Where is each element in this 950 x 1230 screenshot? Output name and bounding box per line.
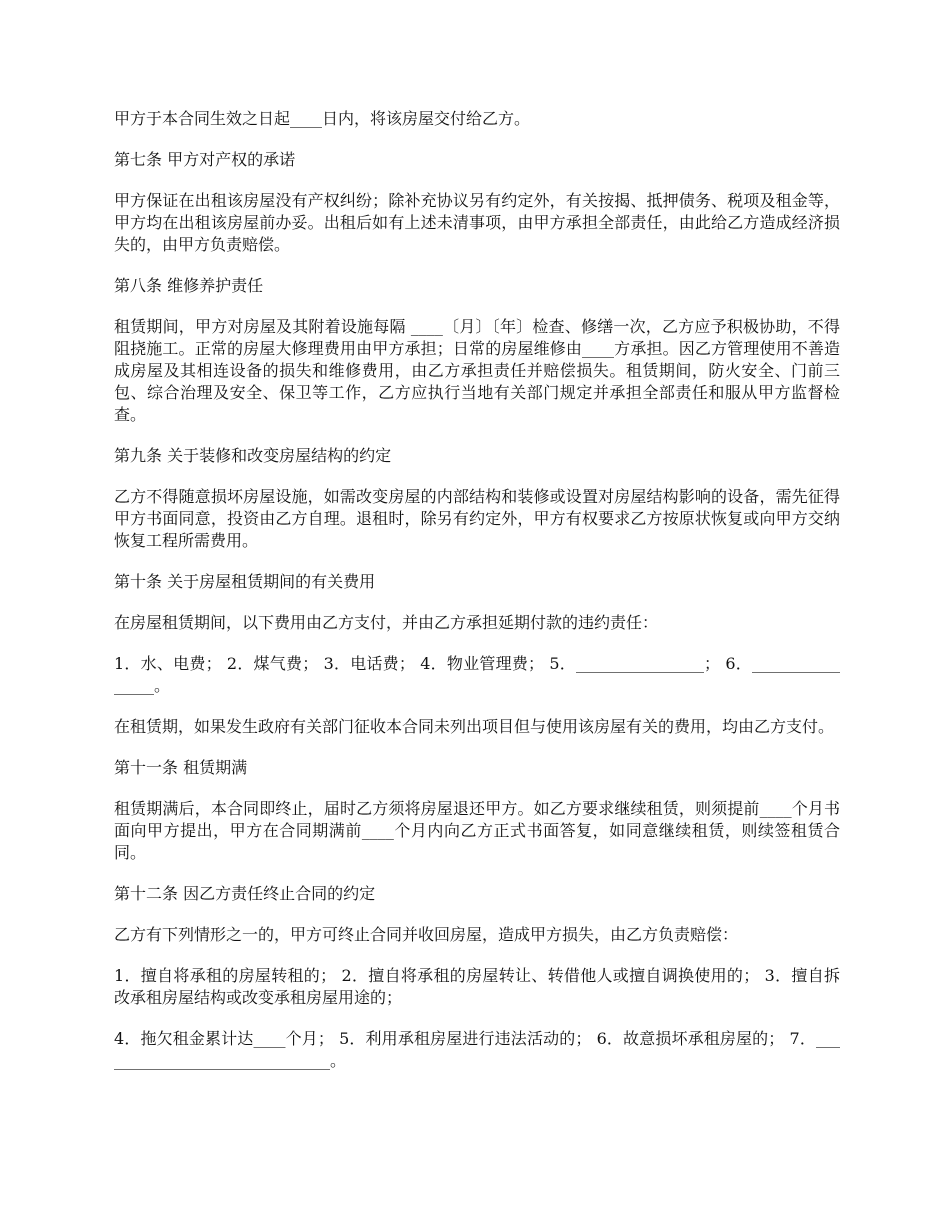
paragraph-article-8: 租赁期间，甲方对房屋及其附着设施每隔 ____〔月〕〔年〕检查、修缮一次，乙方应予积极协助，不得阻挠施工。正常的房屋大修理费用由甲方承担；日常的房屋维修由____方承担。因乙方管理使用不善造成房屋及其相连设备的损失和维修费用，由乙方承担责任并赔偿损失。租赁期间，防火安全、门前三包、综合治理及安全、保卫等工作，乙方应执行当地有关部门规定并承担全部责任和服从甲方监督检查。 [114, 317, 840, 424]
paragraph-article-11: 租赁期满后，本合同即终止，届时乙方须将房屋退还甲方。如乙方要求继续租赁，则须提前____个月书面向甲方提出，甲方在合同期满前____个月内向乙方正式书面答复，如同意继续租赁，则续签租赁合同。 [114, 799, 840, 862]
list-article-12-items-a: 1．擅自将承租的房屋转租的； 2．擅自将承租的房屋转让、转借他人或擅自调换使用的； 3．擅自拆改承租房屋结构或改变承租房屋用途的； [114, 966, 840, 1007]
heading-article-7: 第七条 甲方对产权的承诺 [114, 150, 296, 169]
paragraph-delivery: 甲方于本合同生效之日起____日内，将该房屋交付给乙方。 [114, 109, 531, 128]
paragraph-article-9: 乙方不得随意损坏房屋设施，如需改变房屋的内部结构和装修或设置对房屋结构影响的设备，需先征得甲方书面同意，投资由乙方自理。退租时，除另有约定外，甲方有权要求乙方按原状恢复或向甲方交纳恢复工程所需费用。 [114, 487, 840, 550]
heading-article-9: 第九条 关于装修和改变房屋结构的约定 [114, 446, 392, 465]
paragraph-article-7: 甲方保证在出租该房屋没有产权纠纷；除补充协议另有约定外，有关按揭、抵押债务、税项及租金等，甲方均在出租该房屋前办妥。出租后如有上述未清事项，由甲方承担全部责任，由此给乙方造成经济损失的，由甲方负责赔偿。 [114, 191, 840, 254]
paragraph-article-10-other: 在租赁期，如果发生政府有关部门征收本合同未列出项目但与使用该房屋有关的费用，均由乙方支付。 [114, 717, 835, 736]
heading-article-11: 第十一条 租赁期满 [114, 758, 248, 777]
document-page [114, 108, 840, 1091]
heading-article-8: 第八条 维修养护责任 [114, 276, 264, 295]
list-article-10-fees: 1．水、电费； 2．煤气费； 3．电话费； 4．物业管理费； 5．________________； 6．________________。 [114, 654, 840, 695]
list-article-12-items-b: 4．拖欠租金累计达____个月； 5．利用承租房屋进行违法活动的； 6．故意损坏承租房屋的； 7．______________________________。 [114, 1029, 840, 1070]
paragraph-article-12-intro: 乙方有下列情形之一的，甲方可终止合同并收回房屋，造成甲方损失，由乙方负责赔偿： [114, 925, 739, 944]
paragraph-article-10-intro: 在房屋租赁期间，以下费用由乙方支付，并由乙方承担延期付款的违约责任： [114, 613, 659, 632]
heading-article-10: 第十条 关于房屋租赁期间的有关费用 [114, 572, 376, 591]
heading-article-12: 第十二条 因乙方责任终止合同的约定 [114, 884, 376, 903]
